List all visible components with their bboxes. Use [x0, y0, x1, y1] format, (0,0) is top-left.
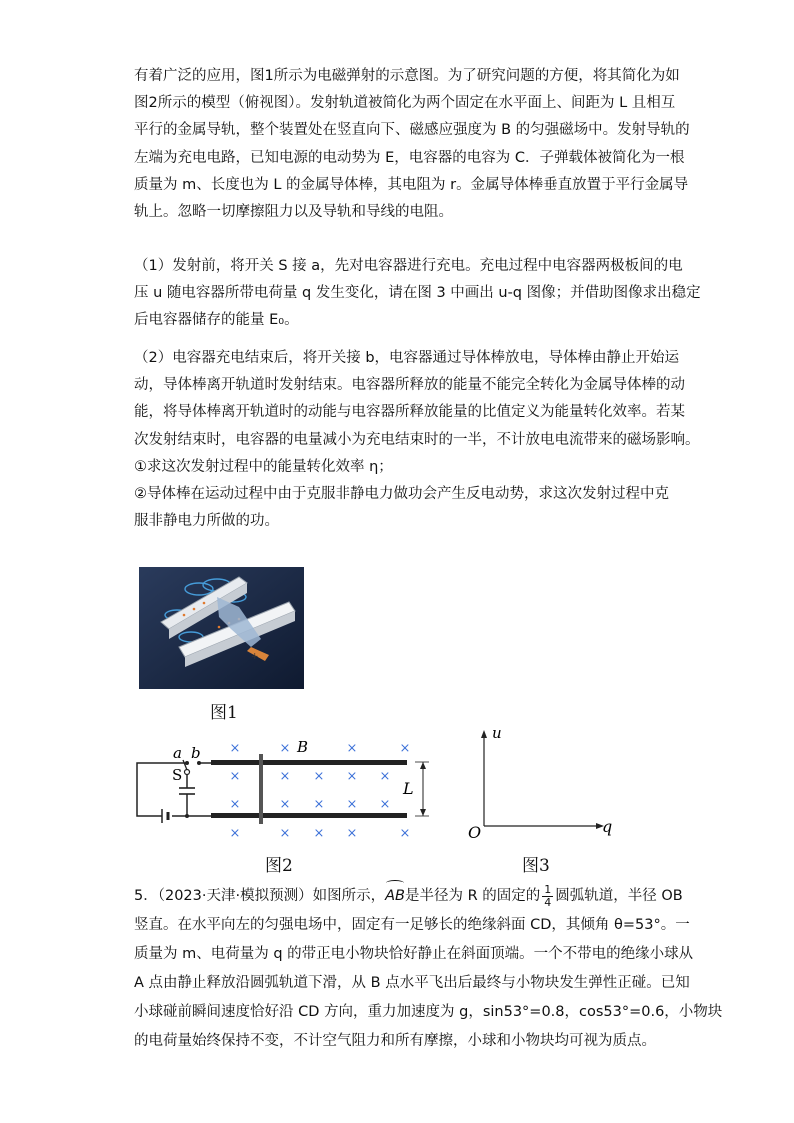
field-cross: ×	[313, 769, 325, 784]
field-cross: ×	[399, 741, 411, 756]
text-line: 图2所示的模型（俯视图）。发射轨道被简化为两个固定在水平面上、间距为 L 且相互	[134, 95, 676, 112]
text-line: 能，将导体棒离开轨道时的动能与电容器所释放能量的比值定义为能量转化效率。若某	[134, 404, 685, 421]
label-O: O	[468, 823, 482, 842]
field-cross: ×	[346, 826, 358, 841]
figure-1-image	[139, 567, 304, 689]
fraction-one-quarter: $\frac{1}{4}$	[544, 882, 552, 909]
q5-text: 是半径为 R 的固定的	[404, 888, 541, 904]
field-cross: ×	[229, 826, 241, 841]
figure-2-caption: 图2	[265, 856, 293, 876]
intro-paragraph	[134, 63, 690, 226]
text-line: 轨上。忽略一切摩擦阻力以及导轨和导线的电阻。	[134, 203, 453, 220]
field-cross: ×	[229, 769, 241, 784]
text-line: 压 u 随电容器所带电荷量 q 发生变化，请在图 3 中画出 u-q 图像；并借助图像求出稳定	[134, 285, 701, 302]
label-u: u	[492, 724, 502, 742]
text-line: 服非静电力所做的功。	[134, 513, 279, 530]
magnetic-field-crosses	[230, 741, 411, 841]
field-cross: ×	[379, 797, 391, 812]
q5-text: 圆弧轨道，半径 OB	[555, 888, 683, 904]
bottom-rail	[211, 813, 407, 818]
text-line: A 点由静止释放沿圆弧轨道下滑，从 B 点水平飞出后最终与小物块发生弹性正碰。已知	[134, 975, 690, 991]
text-line: ①求这次发射过程中的能量转化效率 η；	[134, 458, 393, 475]
text-line: 次发射结束时，电容器的电量减小为充电结束时的一半，不计放电电流带来的磁场影响。	[134, 431, 700, 448]
field-cross: ×	[279, 769, 291, 784]
figure-3-axes	[462, 722, 622, 847]
label-q: q	[602, 817, 613, 836]
text-line: 小球碰前瞬间速度恰好沿 CD 方向，重力加速度为 g，sin53°=0.8，cos53°=0.6，小物块	[134, 1004, 723, 1020]
field-cross: ×	[279, 826, 291, 841]
label-a: a	[173, 744, 182, 762]
text-line: 的电荷量始终保持不变，不计空气阻力和所有摩擦，小球和小物块均可视为质点。	[134, 1033, 656, 1049]
arc-ab: AB	[385, 882, 405, 911]
field-cross: ×	[313, 797, 325, 812]
figure-3-caption: 图3	[522, 856, 550, 876]
label-S: S	[172, 766, 183, 784]
text-line: 平行的金属导轨，整个装置处在竖直向下、磁感应强度为 B 的匀强磁场中。发射导轨的	[134, 122, 690, 139]
field-cross: ×	[313, 826, 325, 841]
question-2	[134, 345, 700, 535]
field-cross: ×	[346, 797, 358, 812]
field-cross: ×	[229, 741, 241, 756]
question-1	[134, 253, 701, 335]
text-line: （1）发射前，将开关 S 接 a，先对电容器进行充电。充电过程中电容器两极板间的电	[134, 258, 683, 274]
field-cross: ×	[346, 769, 358, 784]
top-rail	[211, 760, 407, 765]
svg-text:+: +	[251, 652, 259, 662]
field-cross: ×	[346, 741, 358, 756]
figure-2-diagram	[125, 730, 445, 850]
question-5	[134, 882, 723, 1056]
field-cross: ×	[279, 797, 291, 812]
field-cross: ×	[279, 741, 291, 756]
text-line: 质量为 m、长度也为 L 的金属导体棒，其电阻为 r。金属导体棒垂直放置于平行金属导	[134, 176, 689, 193]
field-cross: ×	[399, 826, 411, 841]
text-line	[134, 882, 683, 911]
field-cross: ×	[229, 797, 241, 812]
text-line: （2）电容器充电结束后，将开关接 b，电容器通过导体棒放电，导体棒由静止开始运	[134, 350, 680, 366]
label-b: b	[191, 744, 201, 762]
text-line: 质量为 m、电荷量为 q 的带正电小物块恰好静止在斜面顶端。一个不带电的绝缘小球从	[134, 946, 694, 962]
figure-1-caption: 图1	[210, 703, 238, 723]
text-line: 有着广泛的应用，图1所示为电磁弹射的示意图。为了研究问题的方便，将其简化为如	[134, 68, 680, 84]
text-line: ②导体棒在运动过程中由于克服非静电力做功会产生反电动势，求这次发射过程中克	[134, 485, 669, 502]
q5-text: 5．（2023·天津·模拟预测）如图所示，	[134, 888, 386, 904]
text-line: 竖直。在水平向左的匀强电场中，固定有一足够长的绝缘斜面 CD，其倾角 θ=53°。一	[134, 917, 690, 933]
label-B: B	[297, 738, 309, 756]
label-L: L	[403, 779, 414, 798]
text-line: 后电容器储存的能量 E₀。	[134, 312, 299, 329]
text-line: 动，导体棒离开轨道时发射结束。电容器所释放的能量不能完全转化为金属导体棒的动	[134, 377, 685, 394]
field-cross: ×	[379, 769, 391, 784]
conductor-rod	[259, 754, 263, 824]
text-line: 左端为充电电路，已知电源的电动势为 E，电容器的电容为 C．子弹载体被简化为一根	[134, 149, 685, 166]
